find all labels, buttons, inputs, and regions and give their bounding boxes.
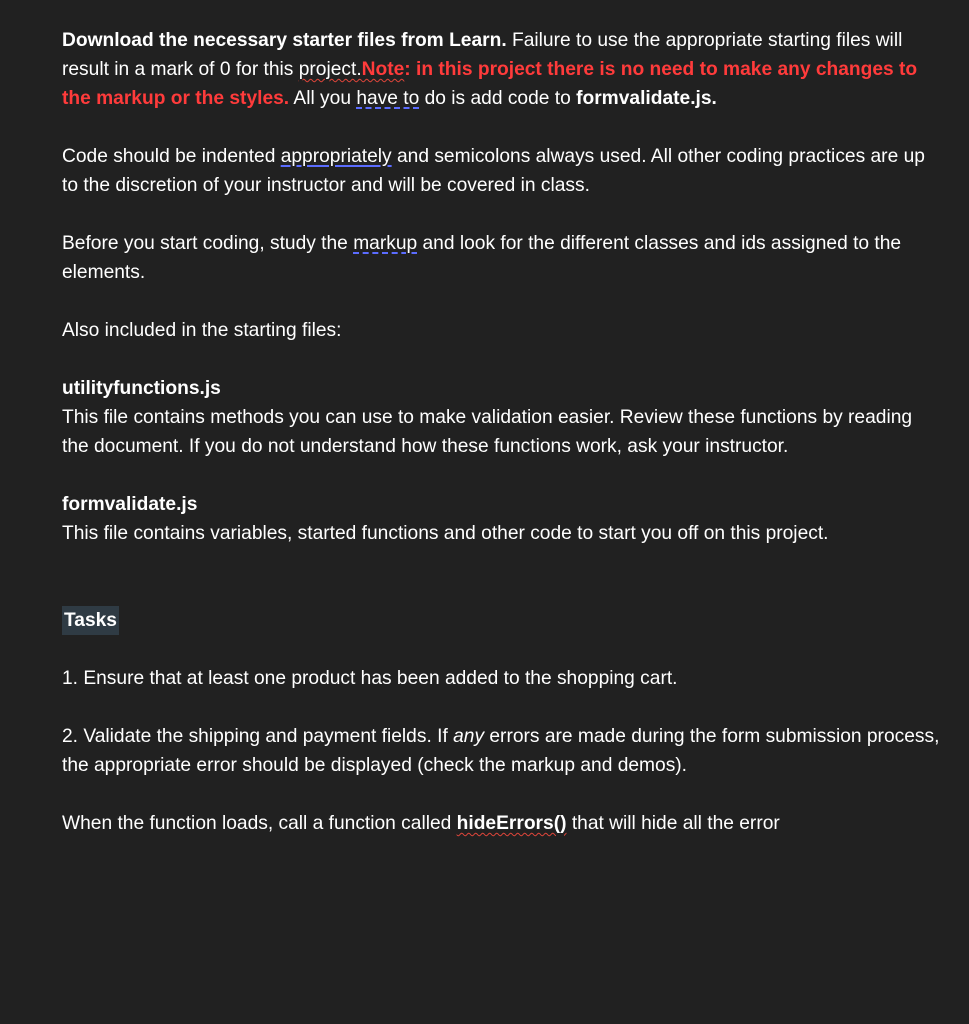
intro-bold-lead: Download the necessary starter files from Learn. [62,30,507,51]
file-name-formvalidate [62,490,942,519]
study-text-1: Before you start coding, study the [62,233,354,254]
tasks-heading: Tasks [62,606,119,635]
code-style-text-1: Code should be indented [62,146,281,167]
study-paragraph [62,229,942,287]
task-2-text-a: 2. Validate the shipping and payment fields. If [62,726,454,747]
tasks-heading-line [62,606,942,635]
task-2-any: any [453,726,485,747]
code-style-text-2: and semicolons always used. All other coding practices are up to the discretion of your instructor and will be covered in class. [62,146,925,196]
intro-paragraph [62,26,942,113]
grammar-markup: markup [353,233,418,254]
task-1: 1. Ensure that at least one product has been added to the shopping cart. [62,668,678,689]
intro-text-2: All you [289,88,357,109]
intro-text-3: do is add code to [419,88,577,109]
final-paragraph [62,809,942,838]
grammar-have-to: have to [356,88,420,109]
final-text-a: When the function loads, call a function called [62,813,457,834]
code-style-paragraph [62,142,942,200]
study-text-2: and look for the different classes and ids assigned to the elements. [62,233,902,283]
task-2 [62,722,942,780]
file-desc-utility: This file contains methods you can use to make validation easier. Review these functions by reading the document. If you do not understand how these functions work, ask your instructor. [62,407,913,457]
note-rest: : in this project there is no need to make any changes to the markup or the styles. [62,59,918,109]
final-text-b: that will hide all the error [566,813,780,834]
also-included: Also included in the starting files: [62,320,342,341]
document-body [62,26,942,838]
file-name-formvalidate-text: formvalidate.js [62,494,198,515]
grammar-appropriately: appropriately [280,146,392,167]
spellcheck-project: project. [298,59,362,80]
hide-errors-function: hideErrors() [456,813,567,834]
file-name-utility-text: utilityfunctions.js [62,378,221,399]
note-word: Note [361,59,405,80]
intro-file: formvalidate.js. [576,88,717,109]
file-desc-formvalidate: This file contains variables, started functions and other code to start you off on this project. [62,523,829,544]
intro-text-1: Failure to use the appropriate starting files will result in a mark of 0 for this [62,30,903,80]
file-name-utility [62,374,942,403]
task-2-text-b: errors are made during the form submission process, the appropriate error should be displayed (check the markup and demos). [62,726,940,776]
